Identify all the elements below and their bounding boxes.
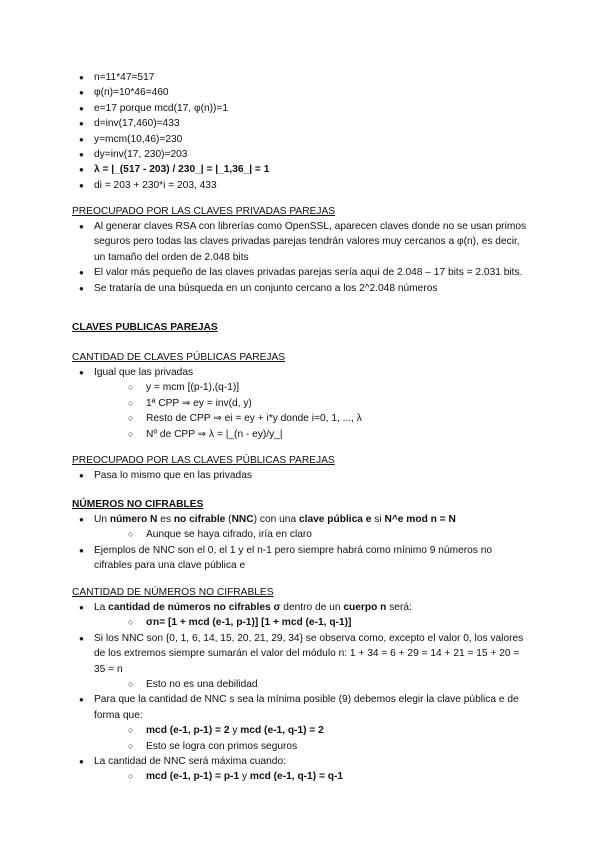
list-item: ● d=inv(17,460)=433 <box>0 116 600 131</box>
list-item: ● dy=inv(17, 230)=203 <box>0 147 600 162</box>
list-item: ● y=mcm(10,46)=230 <box>0 132 600 147</box>
list-item: ● Igual que las privadas <box>0 365 600 380</box>
sub-list-item-formula: ○ σn= [1 + mcd (e-1, p-1)] [1 + mcd (e-1, q-1)] <box>0 615 600 630</box>
list-item: ● El valor más pequeño de las claves privadas parejas sería aquí de 2.048 – 17 bits = 2.031 bits. <box>0 265 600 280</box>
sub-list-item: ○ Resto de CPP ⇒ ei = ey + i*y donde i=0, 1, ..., λ <box>0 411 600 426</box>
list-item: ● e=17 porque mcd(17, φ(n))=1 <box>0 101 600 116</box>
section-title-claves-publicas: CLAVES PUBLICAS PAREJAS <box>72 322 218 333</box>
cantidad-publicas-list <box>0 365 600 442</box>
sub-list-item: ○ mcd (e-1, p-1) = p-1 y mcd (e-1, q-1) = q-1 <box>0 769 600 784</box>
preocupado-publicas-list <box>0 468 600 483</box>
sub-list-item: ○ Esto no es una debilidad <box>0 677 600 692</box>
heading-cantidad-publicas: CANTIDAD DE CLAVES PÚBLICAS PAREJAS <box>72 352 286 363</box>
list-item: ● Para que la cantidad de NNC s sea la mínima posible (9) debemos elegir la clave pública e de forma que: <box>0 692 600 723</box>
list-item: ● La cantidad de números no cifrables σ dentro de un cuerpo n será: <box>0 600 600 615</box>
list-item: ● Si los NNC son {0, 1, 6, 14, 15, 20, 21, 29, 34} se observa como, excepto el valor 0, los valores de los extremos siempre sumarán el valor del módulo n: 1 + 34 = 6 + 29 = 14 + 21 = 15 + 20 = 35 = n <box>0 631 600 677</box>
section-title-numeros-no-cifrables: NÚMEROS NO CIFRABLES <box>72 499 204 510</box>
sub-list-item: ○ Nº de CPP ⇒ λ = |_(n - ey)/y_| <box>0 427 600 442</box>
list-item: ● Al generar claves RSA con librerías como OpenSSL, aparecen claves donde no se usan primos seguros pero todas las claves privadas parejas tendrán valores muy cercanos a φ(n), es decir, un tamaño del orden de 2.048 bits <box>0 219 600 265</box>
cantidad-nnc-list <box>0 600 600 785</box>
sub-list-item: ○ 1ª CPP ⇒ ey = inv(d, y) <box>0 396 600 411</box>
rsa-example-list <box>0 70 600 193</box>
list-item: ● n=11*47=517 <box>0 70 600 85</box>
list-item-definition: ● Un número N es no cifrable (NNC) con una clave pública e si N^e mod n = N <box>0 512 600 527</box>
sub-list-item: ○ Aunque se haya cifrado, iría en claro <box>0 527 600 542</box>
list-item: ● Se trataría de una búsqueda en un conjunto cercano a los 2^2.048 números <box>0 281 600 296</box>
nnc-list <box>0 512 600 574</box>
heading-cantidad-nnc: CANTIDAD DE NÚMEROS NO CIFRABLES <box>72 587 274 598</box>
heading-preocupado-privadas: PREOCUPADO POR LAS CLAVES PRIVADAS PAREJAS <box>72 206 336 217</box>
list-item: ● Pasa lo mismo que en las privadas <box>0 468 600 483</box>
list-item: ● La cantidad de NNC será máxima cuando: <box>0 754 600 769</box>
list-item-lambda: ● λ = |_(517 - 203) / 230_| = |_1,36_| = 1 <box>0 162 600 177</box>
sub-list-item: ○ Esto se logra con primos seguros <box>0 739 600 754</box>
list-item: ● Ejemplos de NNC son el 0, el 1 y el n-1 pero siempre habrá como mínimo 9 números no cifrables para una clave pública e <box>0 543 600 574</box>
privadas-list <box>0 219 600 296</box>
heading-preocupado-publicas: PREOCUPADO POR LAS CLAVES PÚBLICAS PAREJAS <box>72 455 335 466</box>
sub-list-item: ○ y = mcm [(p-1),(q-1)] <box>0 380 600 395</box>
list-item: ● di = 203 + 230*i = 203, 433 <box>0 178 600 193</box>
sub-list-item: ○ mcd (e-1, p-1) = 2 y mcd (e-1, q-1) = 2 <box>0 723 600 738</box>
list-item: ● φ(n)=10*46=460 <box>0 85 600 100</box>
